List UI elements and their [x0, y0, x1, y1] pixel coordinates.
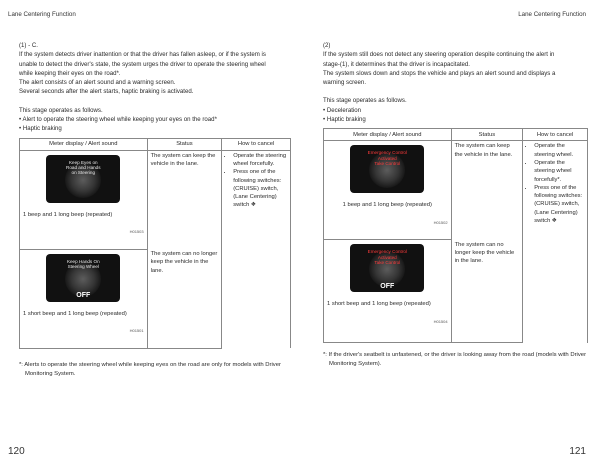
lane-centering-switch-icon: ⛖ — [551, 218, 557, 225]
meter-display-screen — [46, 254, 120, 302]
page-number-left: 120 — [8, 446, 25, 457]
figure-code: H01501 — [129, 327, 144, 333]
meter-display-screen — [350, 244, 424, 292]
figure-code: H01502 — [433, 219, 448, 225]
meter-display-screen — [350, 145, 424, 193]
th-meter: Meter display / Alert sound — [20, 138, 148, 150]
left-intro-5: Several seconds after the alert starts, haptic braking is activated. — [19, 88, 194, 96]
right-alert-table — [323, 128, 588, 343]
alert-sound: 1 beep and 1 long beep (repeated) — [23, 211, 113, 218]
th-status: Status — [147, 138, 222, 150]
left-column — [19, 41, 291, 379]
left-bullet: • Haptic braking — [19, 125, 62, 133]
left-intro-4: The alert consists of an alert sound and a warning screen. — [19, 79, 176, 87]
th-cancel: How to cancel — [222, 138, 291, 150]
cancel-option: • Press one of the following switches: (CRUISE) switch, (Lane Centering) switch ⛖ — [534, 184, 584, 225]
th-status: Status — [451, 129, 523, 141]
header-right: Lane Centering Function — [518, 11, 586, 18]
lane-centering-switch-icon: ⛖ — [250, 202, 256, 209]
cancel-cell — [523, 141, 588, 343]
status-cell: The system can no longer keep the vehicle in the lane. — [147, 249, 222, 348]
alert-sound: 1 short beep and 1 long beep (repeated) — [23, 310, 127, 317]
cancel-option: • Press one of the following switches: (CRUISE) switch, (Lane Centering) switch ⛖ — [233, 168, 287, 209]
right-intro-4: warning screen. — [323, 79, 367, 87]
footnote: *: Alerts to operate the steering wheel while keeping eyes on the road are only for models with Driver Monitoring System. — [19, 361, 281, 377]
page-number-right: 121 — [569, 446, 586, 457]
footnote: *: If the driver's seatbelt is unfastened, or the driver is looking away from the road (models with Driver Monitoring System). — [323, 352, 587, 368]
status-cell: The system can no longer keep the vehicle in the lane. — [451, 240, 523, 343]
meter-cell — [20, 249, 148, 348]
left-alert-table — [19, 138, 291, 349]
left-heading: (1) - C. — [19, 42, 38, 49]
header-left: Lane Centering Function — [8, 11, 76, 18]
right-heading: (2) — [323, 42, 331, 49]
figure-code: H01503 — [129, 228, 144, 234]
meter-cell — [324, 240, 452, 343]
cancel-cell — [222, 150, 291, 348]
left-intro-3: while keeping their eyes on the road*. — [19, 69, 121, 77]
screen-off-label: OFF — [380, 283, 395, 291]
figure-code: H01504 — [433, 318, 448, 324]
screen-message: Keep Eyes on Road and Hands on Steering — [66, 159, 101, 176]
meter-cell — [20, 150, 148, 249]
right-intro-1: If the system still does not detect any steering operation despite continuing the alert in — [323, 51, 555, 59]
right-intro-2: stage-(1), it determines that the driver is incapacitated. — [323, 60, 470, 68]
cancel-option: • Operate the steering wheel forcefully*. — [534, 159, 584, 184]
meter-display-screen — [46, 155, 120, 203]
th-cancel: How to cancel — [523, 129, 588, 141]
cancel-option: • Operate the steering wheel. — [534, 142, 584, 159]
left-stage: This stage operates as follows. — [19, 106, 103, 114]
th-meter: Meter display / Alert sound — [324, 129, 452, 141]
right-stage: This stage operates as follows. — [323, 97, 407, 105]
alert-sound: 1 short beep and 1 long beep (repeated) — [327, 301, 431, 308]
right-intro-3: The system slows down and stops the vehicle and plays an alert sound and displays a — [323, 69, 556, 77]
meter-cell — [324, 141, 452, 240]
screen-message: Emergency Control Activated Take Control — [367, 150, 407, 167]
cancel-option: • Operate the steering wheel forcefully. — [233, 152, 287, 169]
left-intro-2: unable to detect the driver's state, the system urges the driver to operate the steering wheel — [19, 60, 266, 68]
right-bullet: • Deceleration — [323, 106, 362, 114]
left-bullet: • Alert to operate the steering wheel while keeping your eyes on the road* — [19, 116, 217, 124]
right-bullet: • Haptic braking — [323, 116, 366, 124]
screen-message: Keep Hands On Steering Wheel — [66, 258, 100, 270]
status-cell: The system can keep the vehicle in the lane. — [451, 141, 523, 240]
left-intro-1: If the system detects driver inattention or that the driver has fallen asleep, or if the system is — [19, 51, 266, 59]
screen-off-label: OFF — [76, 292, 91, 300]
right-column — [323, 41, 588, 369]
screen-message: Emergency Control Activated Take Control — [367, 249, 407, 266]
alert-sound: 1 beep and 1 long beep (repeated) — [342, 202, 432, 209]
status-cell: The system can keep the vehicle in the lane. — [147, 150, 222, 249]
